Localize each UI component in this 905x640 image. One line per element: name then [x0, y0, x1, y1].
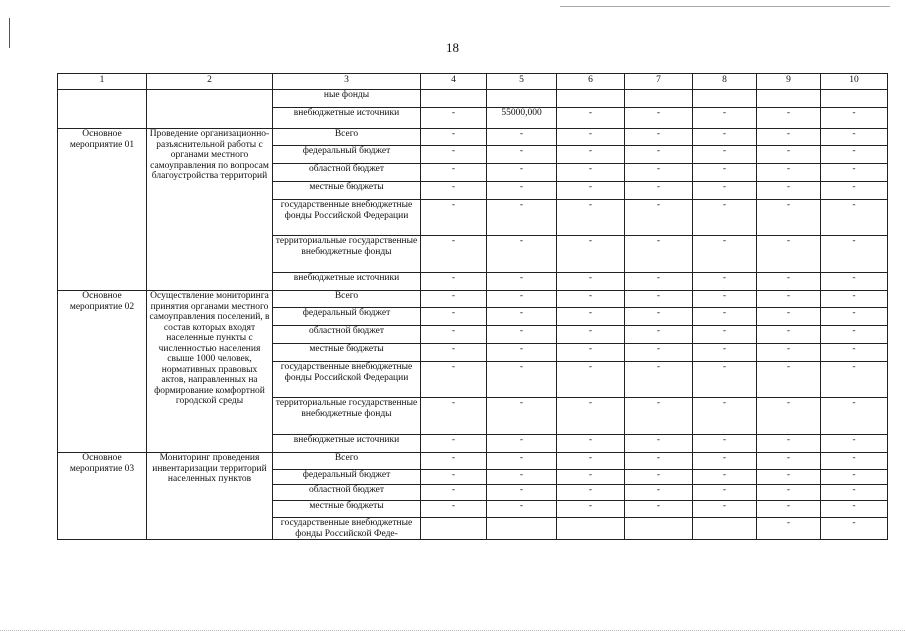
value-cell-col-9: - — [757, 291, 821, 308]
funding-source: Всего — [273, 453, 421, 470]
funding-source: местные бюджеты — [273, 344, 421, 362]
value-cell-col-9: - — [757, 236, 821, 273]
value-cell-col-7 — [625, 518, 693, 540]
value-cell-col-9: - — [757, 435, 821, 453]
value-cell-col-10: - — [821, 453, 888, 470]
value-cell-col-4: - — [421, 273, 487, 291]
value-cell-col-6: - — [557, 236, 625, 273]
value-cell-col-8: - — [693, 236, 757, 273]
activity-name: Основное мероприятие 01 — [58, 129, 147, 291]
value-cell-col-6: - — [557, 435, 625, 453]
value-cell-col-6: - — [557, 146, 625, 164]
value-cell-col-7: - — [625, 453, 693, 470]
value-cell-col-8: - — [693, 146, 757, 164]
column-header-10: 10 — [821, 74, 888, 90]
page-number: 18 — [446, 40, 459, 55]
value-cell-col-8: - — [693, 435, 757, 453]
value-cell-col-5: - — [487, 344, 557, 362]
value-cell-col-6: - — [557, 398, 625, 435]
value-cell-col-5: - — [487, 485, 557, 501]
value-cell-col-8: - — [693, 273, 757, 291]
value-cell-col-6: - — [557, 273, 625, 291]
value-cell-col-4: - — [421, 164, 487, 182]
value-cell-col-4 — [421, 518, 487, 540]
value-cell-col-9: - — [757, 129, 821, 146]
table-row — [58, 90, 888, 108]
activity-description: Мониторинг проведения инвентаризации территорий населенных пунктов — [147, 453, 273, 540]
value-cell-col-7: - — [625, 236, 693, 273]
value-cell-col-9: - — [757, 362, 821, 398]
value-cell-col-10: - — [821, 273, 888, 291]
funding-source: областной бюджет — [273, 485, 421, 501]
activity-description — [147, 90, 273, 129]
value-cell-col-7: - — [625, 308, 693, 326]
funding-source: областной бюджет — [273, 164, 421, 182]
funding-source: Всего — [273, 129, 421, 146]
value-cell-col-8: - — [693, 129, 757, 146]
value-cell-col-10: - — [821, 485, 888, 501]
funding-source: федеральный бюджет — [273, 308, 421, 326]
value-cell-col-7: - — [625, 344, 693, 362]
value-cell-col-9: - — [757, 470, 821, 485]
value-cell-col-5 — [487, 518, 557, 540]
value-cell-col-6: - — [557, 362, 625, 398]
footer-line — [0, 630, 905, 631]
value-cell-col-7: - — [625, 362, 693, 398]
value-cell-col-4: - — [421, 501, 487, 518]
value-cell-col-8: - — [693, 200, 757, 236]
value-cell-col-9: - — [757, 518, 821, 540]
funding-source: государственные внебюджетные фонды Российской Феде- — [273, 518, 421, 540]
value-cell-col-7: - — [625, 129, 693, 146]
funding-source: внебюджетные источники — [273, 108, 421, 129]
activity-name: Основное мероприятие 03 — [58, 453, 147, 540]
value-cell-col-10: - — [821, 164, 888, 182]
value-cell-col-8: - — [693, 326, 757, 344]
value-cell-col-5: - — [487, 236, 557, 273]
value-cell-col-6: - — [557, 308, 625, 326]
value-cell-col-7: - — [625, 182, 693, 200]
value-cell-col-6: - — [557, 164, 625, 182]
funding-source: территориальные государственные внебюджетные фонды — [273, 398, 421, 435]
value-cell-col-9: - — [757, 146, 821, 164]
value-cell-col-5: - — [487, 398, 557, 435]
funding-source: местные бюджеты — [273, 182, 421, 200]
value-cell-col-5: - — [487, 291, 557, 308]
value-cell-col-9: - — [757, 344, 821, 362]
value-cell-col-10: - — [821, 308, 888, 326]
value-cell-col-10: - — [821, 200, 888, 236]
value-cell-col-7: - — [625, 435, 693, 453]
value-cell-col-10: - — [821, 146, 888, 164]
column-header-8: 8 — [693, 74, 757, 90]
value-cell-col-6: - — [557, 108, 625, 129]
value-cell-col-4: - — [421, 308, 487, 326]
value-cell-col-7: - — [625, 146, 693, 164]
funding-source: территориальные государственные внебюджетные фонды — [273, 236, 421, 273]
value-cell-col-4: - — [421, 470, 487, 485]
value-cell-col-5: - — [487, 453, 557, 470]
value-cell-col-5: - — [487, 146, 557, 164]
value-cell-col-8: - — [693, 398, 757, 435]
column-header-9: 9 — [757, 74, 821, 90]
activity-description: Проведение организационно-разъяснительной работы с органами местного самоуправления по вопросам благоустройства территорий — [147, 129, 273, 291]
funding-source: внебюджетные источники — [273, 435, 421, 453]
funding-source: Всего — [273, 291, 421, 308]
top-rule — [560, 6, 890, 7]
column-header-7: 7 — [625, 74, 693, 90]
column-header-1: 1 — [58, 74, 147, 90]
value-cell-col-5: - — [487, 308, 557, 326]
value-cell-col-7: - — [625, 501, 693, 518]
value-cell-col-7: - — [625, 291, 693, 308]
value-cell-col-4: - — [421, 291, 487, 308]
value-cell-col-9: - — [757, 164, 821, 182]
value-cell-col-8: - — [693, 485, 757, 501]
value-cell-col-10: - — [821, 129, 888, 146]
value-cell-col-4: - — [421, 485, 487, 501]
value-cell-col-8: - — [693, 291, 757, 308]
value-cell-col-10: - — [821, 236, 888, 273]
value-cell-col-5: - — [487, 470, 557, 485]
value-cell-col-9: - — [757, 453, 821, 470]
value-cell-col-8: - — [693, 164, 757, 182]
value-cell-col-6: - — [557, 291, 625, 308]
column-header-4: 4 — [421, 74, 487, 90]
funding-source: внебюджетные источники — [273, 273, 421, 291]
value-cell-col-7: - — [625, 485, 693, 501]
funding-source: государственные внебюджетные фонды Российской Федерации — [273, 362, 421, 398]
value-cell-col-10: - — [821, 182, 888, 200]
value-cell-col-6: - — [557, 129, 625, 146]
value-cell-col-5: - — [487, 435, 557, 453]
value-cell-col-8: - — [693, 453, 757, 470]
funding-source: местные бюджеты — [273, 501, 421, 518]
value-cell-col-8: - — [693, 470, 757, 485]
funding-source: государственные внебюджетные фонды Российской Федерации — [273, 200, 421, 236]
activity-name: Основное мероприятие 02 — [58, 291, 147, 453]
value-cell-col-9: - — [757, 200, 821, 236]
value-cell-col-8: - — [693, 362, 757, 398]
value-cell-col-7: - — [625, 398, 693, 435]
value-cell-col-10 — [821, 90, 888, 108]
funding-source: областной бюджет — [273, 326, 421, 344]
value-cell-col-4 — [421, 90, 487, 108]
value-cell-col-9: - — [757, 485, 821, 501]
value-cell-col-5: - — [487, 501, 557, 518]
value-cell-col-10: - — [821, 518, 888, 540]
value-cell-col-9: - — [757, 108, 821, 129]
value-cell-col-8 — [693, 518, 757, 540]
column-header-3: 3 — [273, 74, 421, 90]
value-cell-col-4: - — [421, 326, 487, 344]
value-cell-col-4: - — [421, 200, 487, 236]
value-cell-col-10: - — [821, 470, 888, 485]
value-cell-col-7: - — [625, 273, 693, 291]
value-cell-col-5: - — [487, 326, 557, 344]
value-cell-col-9: - — [757, 182, 821, 200]
value-cell-col-10: - — [821, 501, 888, 518]
table-row — [58, 291, 888, 308]
value-cell-col-4: - — [421, 362, 487, 398]
value-cell-col-4: - — [421, 108, 487, 129]
value-cell-col-9 — [757, 90, 821, 108]
funding-source: федеральный бюджет — [273, 470, 421, 485]
value-cell-col-5: - — [487, 129, 557, 146]
value-cell-col-10: - — [821, 435, 888, 453]
value-cell-col-6 — [557, 518, 625, 540]
value-cell-col-7: - — [625, 470, 693, 485]
value-cell-col-4: - — [421, 453, 487, 470]
value-cell-col-5: - — [487, 182, 557, 200]
funding-source: ные фонды — [273, 90, 421, 108]
value-cell-col-7: - — [625, 326, 693, 344]
value-cell-col-10: - — [821, 362, 888, 398]
value-cell-col-6: - — [557, 453, 625, 470]
value-cell-col-6: - — [557, 485, 625, 501]
value-cell-col-4: - — [421, 398, 487, 435]
funding-source: федеральный бюджет — [273, 146, 421, 164]
column-header-6: 6 — [557, 74, 625, 90]
value-cell-col-6: - — [557, 470, 625, 485]
value-cell-col-6: - — [557, 182, 625, 200]
value-cell-col-6: - — [557, 200, 625, 236]
value-cell-col-10: - — [821, 398, 888, 435]
value-cell-col-9: - — [757, 273, 821, 291]
header-row — [58, 74, 888, 90]
value-cell-col-5: - — [487, 273, 557, 291]
value-cell-col-6 — [557, 90, 625, 108]
value-cell-col-10: - — [821, 326, 888, 344]
value-cell-col-8: - — [693, 308, 757, 326]
activity-description: Осуществление мониторинга принятия органами местного самоуправления поселений, в состав которых входят населенные пункты с численностью населения свыше 1000 человек, нормативных правовых актов, направленных на формирование комфортной городской среды — [147, 291, 273, 453]
column-header-2: 2 — [147, 74, 273, 90]
value-cell-col-9: - — [757, 501, 821, 518]
value-cell-col-8: - — [693, 344, 757, 362]
value-cell-col-10: - — [821, 291, 888, 308]
value-cell-col-10: - — [821, 344, 888, 362]
value-cell-col-6: - — [557, 344, 625, 362]
value-cell-col-5: 55000,000 — [487, 108, 557, 129]
value-cell-col-4: - — [421, 236, 487, 273]
value-cell-col-6: - — [557, 326, 625, 344]
value-cell-col-9: - — [757, 308, 821, 326]
value-cell-col-9: - — [757, 398, 821, 435]
table-row — [58, 453, 888, 470]
value-cell-col-8: - — [693, 108, 757, 129]
value-cell-col-5 — [487, 90, 557, 108]
budget-table — [57, 73, 888, 540]
value-cell-col-8: - — [693, 501, 757, 518]
value-cell-col-5: - — [487, 200, 557, 236]
value-cell-col-7 — [625, 90, 693, 108]
value-cell-col-8 — [693, 90, 757, 108]
value-cell-col-4: - — [421, 435, 487, 453]
value-cell-col-4: - — [421, 146, 487, 164]
value-cell-col-5: - — [487, 362, 557, 398]
value-cell-col-7: - — [625, 200, 693, 236]
value-cell-col-7: - — [625, 108, 693, 129]
value-cell-col-8: - — [693, 182, 757, 200]
value-cell-col-4: - — [421, 344, 487, 362]
table-row — [58, 129, 888, 146]
value-cell-col-9: - — [757, 326, 821, 344]
value-cell-col-6: - — [557, 501, 625, 518]
value-cell-col-4: - — [421, 129, 487, 146]
value-cell-col-10: - — [821, 108, 888, 129]
activity-name — [58, 90, 147, 129]
value-cell-col-4: - — [421, 182, 487, 200]
value-cell-col-5: - — [487, 164, 557, 182]
value-cell-col-7: - — [625, 164, 693, 182]
column-header-5: 5 — [487, 74, 557, 90]
